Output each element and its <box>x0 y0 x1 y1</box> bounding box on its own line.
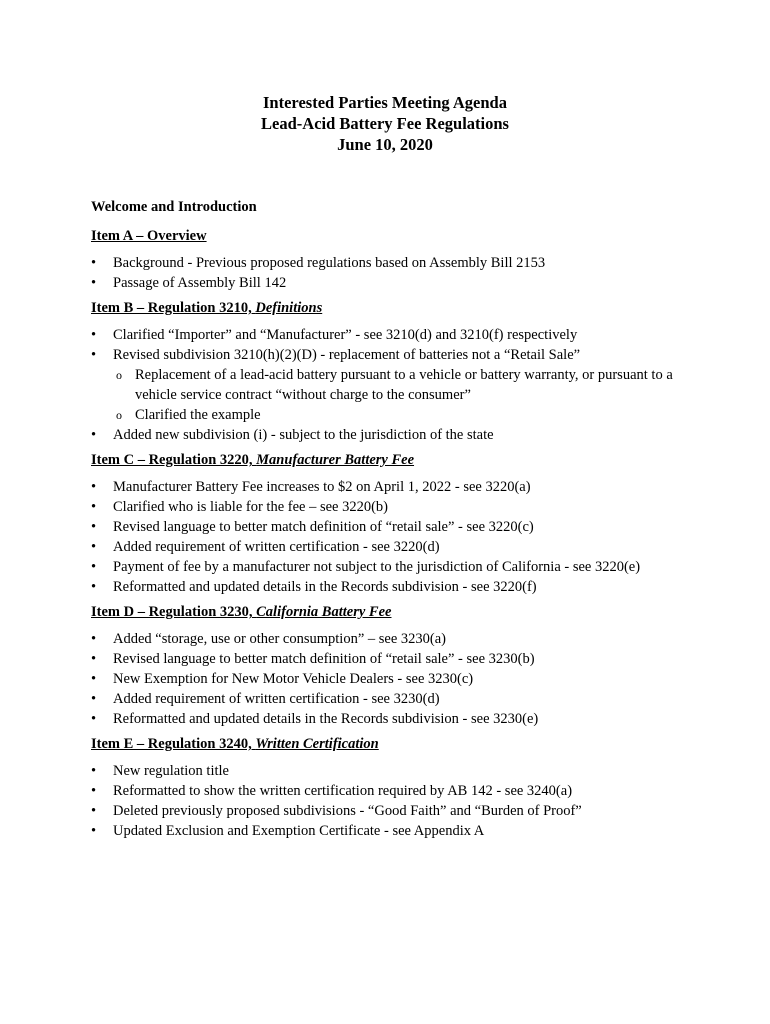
welcome-heading: Welcome and Introduction <box>91 199 257 215</box>
list-item: • Reformatted and updated details in the Records subdivision - see 3220(f) <box>91 579 537 595</box>
list-item: • Reformatted to show the written certification required by AB 142 - see 3240(a) <box>91 783 573 799</box>
list-item: • Passage of Assembly Bill 142 <box>91 275 287 291</box>
document-subtitle: Lead-Acid Battery Fee Regulations <box>261 114 509 133</box>
list-item: • Updated Exclusion and Exemption Certificate - see Appendix A <box>91 823 485 839</box>
circle-bullet-icon: o <box>116 408 122 422</box>
list-item: • Manufacturer Battery Fee increases to $2 on April 1, 2022 - see 3220(a) <box>91 479 531 495</box>
item-c-list <box>91 477 691 597</box>
list-item: • Deleted previously proposed subdivisions - “Good Faith” and “Burden of Proof” <box>91 803 582 819</box>
list-item: • New regulation title <box>91 763 229 779</box>
item-d-heading: Item D – Regulation 3230, California Battery Fee <box>91 604 392 620</box>
bullet-icon: • <box>91 519 97 535</box>
item-a-heading: Item A – Overview <box>91 228 207 244</box>
bullet-icon: • <box>91 327 97 343</box>
list-item: • Reformatted and updated details in the Records subdivision - see 3230(e) <box>91 711 539 727</box>
list-item: • Added requirement of written certification - see 3220(d) <box>91 539 440 555</box>
item-b-heading: Item B – Regulation 3210, Definitions <box>91 300 323 316</box>
circle-bullet-icon: o <box>116 368 122 382</box>
list-item: • Payment of fee by a manufacturer not subject to the jurisdiction of California - see 3220(e) <box>91 559 641 575</box>
bullet-icon: • <box>91 255 97 271</box>
sub-list-item: o Clarified the example <box>116 407 261 423</box>
item-b-sublist <box>113 365 691 425</box>
item-e-list <box>91 761 691 841</box>
bullet-icon: • <box>91 823 97 839</box>
list-item: • New Exemption for New Motor Vehicle Dealers - see 3230(c) <box>91 671 474 687</box>
bullet-icon: • <box>91 539 97 555</box>
agenda-content <box>91 197 691 846</box>
bullet-icon: • <box>91 671 97 687</box>
sub-list-item: o Replacement of a lead-acid battery pursuant to a vehicle or battery warranty, or pursuant to a vehicle service contract “without charge to the consumer” <box>116 367 673 403</box>
item-e-heading: Item E – Regulation 3240, Written Certification <box>91 736 379 752</box>
list-item: • Revised language to better match definition of “retail sale” - see 3230(b) <box>91 651 535 667</box>
item-a-list <box>91 253 691 293</box>
item-b-list <box>91 325 691 445</box>
list-item: • Added new subdivision (i) - subject to the jurisdiction of the state <box>91 427 494 443</box>
bullet-icon: • <box>91 711 97 727</box>
bullet-icon: • <box>91 691 97 707</box>
list-item: • Clarified “Importer” and “Manufacturer” - see 3210(d) and 3210(f) respectively <box>91 327 578 343</box>
bullet-icon: • <box>91 499 97 515</box>
bullet-icon: • <box>91 651 97 667</box>
document-date: June 10, 2020 <box>337 135 433 154</box>
bullet-icon: • <box>91 427 97 443</box>
list-item: • Added “storage, use or other consumption” – see 3230(a) <box>91 631 446 647</box>
bullet-icon: • <box>91 347 97 363</box>
bullet-icon: • <box>91 559 97 575</box>
bullet-icon: • <box>91 579 97 595</box>
bullet-icon: • <box>91 803 97 819</box>
list-item: • Clarified who is liable for the fee – see 3220(b) <box>91 499 389 515</box>
list-item: • Revised subdivision 3210(h)(2)(D) - replacement of batteries not a “Retail Sale” o Replacement of a lead-acid battery pursuant to a vehicle or battery warranty, or pursuant to a vehicle service contract “without charge to the consumer” o Clarified the example <box>91 345 691 425</box>
bullet-icon: • <box>91 275 97 291</box>
title-block <box>0 92 770 155</box>
item-c-heading: Item C – Regulation 3220, Manufacturer Battery Fee <box>91 452 415 468</box>
list-item: • Added requirement of written certification - see 3230(d) <box>91 691 440 707</box>
list-item: • Background - Previous proposed regulations based on Assembly Bill 2153 <box>91 255 546 271</box>
list-item: • Revised language to better match definition of “retail sale” - see 3220(c) <box>91 519 534 535</box>
bullet-icon: • <box>91 783 97 799</box>
item-d-list <box>91 629 691 729</box>
document-title: Interested Parties Meeting Agenda <box>263 93 507 112</box>
bullet-icon: • <box>91 631 97 647</box>
bullet-icon: • <box>91 479 97 495</box>
bullet-icon: • <box>91 763 97 779</box>
